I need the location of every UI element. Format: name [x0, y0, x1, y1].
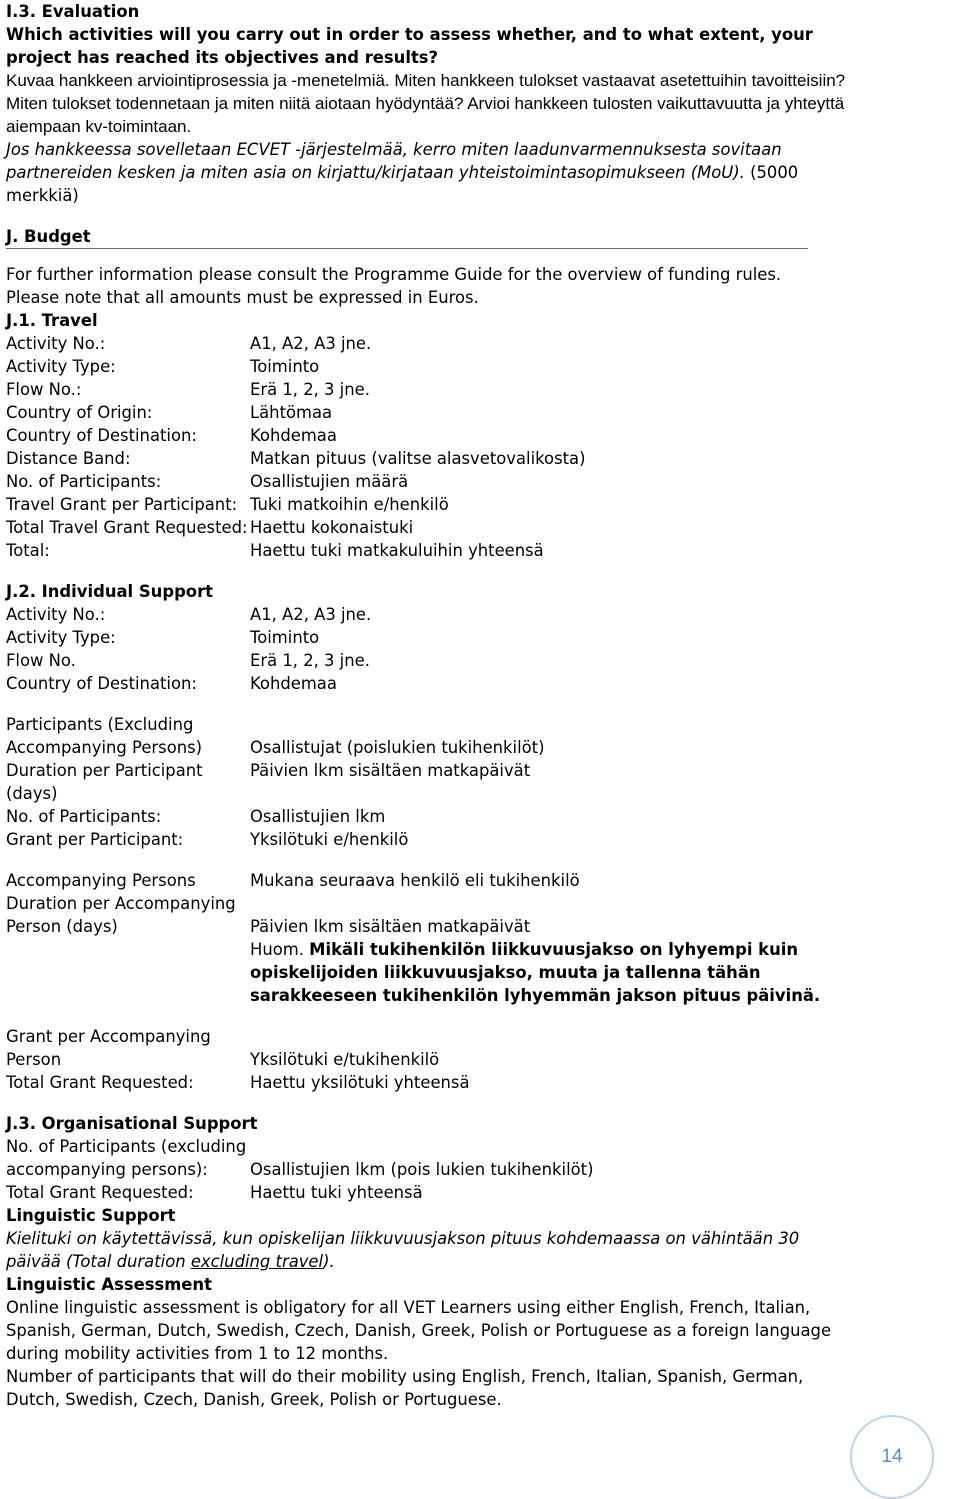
linguistic-support-text — [6, 1227, 856, 1273]
travel-field-row — [6, 493, 856, 516]
org-participants-label-2: accompanying persons): — [6, 1160, 208, 1179]
individual-field-label: Activity No.: — [6, 605, 106, 624]
travel-field-label: Activity Type: — [6, 357, 116, 376]
travel-field-label: Distance Band: — [6, 449, 131, 468]
org-participants-label-1: No. of Participants (excluding — [6, 1137, 247, 1156]
participants-row-1 — [6, 713, 856, 736]
individual-field-row — [6, 672, 856, 695]
org-total-label: Total Grant Requested: — [6, 1183, 194, 1202]
travel-field-row — [6, 378, 856, 401]
travel-field-label: Total: — [6, 541, 50, 560]
individual-field-label: Flow No. — [6, 651, 76, 670]
org-total-row — [6, 1181, 856, 1204]
org-participants-row-1 — [6, 1135, 856, 1158]
huom-text: Mikäli tukihenkilön liikkuvuusjakso on lyhyempi kuin opiskelijoiden liikkuvuusjakso, muuta ja tallenna tähän sarakkeeseen tukihenkilön lyhyemmän jakson pituus päivinä. — [250, 940, 821, 1005]
individual-field-row — [6, 626, 856, 649]
travel-field-value: Lähtömaa — [250, 403, 333, 422]
duration-accompanying-row-2 — [6, 915, 856, 1007]
travel-field-row — [6, 355, 856, 378]
individual-field-value: Toiminto — [250, 628, 320, 647]
travel-field-value: Matkan pituus (valitse alasvetovalikosta) — [250, 449, 586, 468]
individual-field-row — [6, 805, 856, 828]
individual-total-value: Haettu yksilötuki yhteensä — [250, 1073, 470, 1092]
travel-field-value: Toiminto — [250, 357, 320, 376]
travel-field-row — [6, 470, 856, 493]
travel-field-label: Flow No.: — [6, 380, 82, 399]
page-number: 14 — [881, 1446, 903, 1467]
individual-field-label: Activity Type: — [6, 628, 116, 647]
page-number-badge — [850, 1415, 934, 1499]
evaluation-question: Which activities will you carry out in order to assess whether, and to what extent, your project has reached its objectives and results? — [6, 25, 813, 67]
ecvet-note-italic: Jos hankkeessa sovelletaan ECVET -järjestelmää, kerro miten laadunvarmennuksesta sovitaan partnereiden kesken ja miten asia on kirjattu/kirjataan yhteistoimintasopimukseen (MoU). — [6, 140, 782, 182]
individual-field-row — [6, 759, 856, 805]
travel-field-label: Country of Origin: — [6, 403, 153, 422]
individual-field-label: Country of Destination: — [6, 674, 197, 693]
travel-field-row — [6, 401, 856, 424]
individual-rows — [6, 603, 856, 695]
section-heading-evaluation: I.3. Evaluation — [6, 2, 140, 21]
linguistic-support-text-2: ). — [323, 1252, 335, 1271]
grant-accompanying-value: Yksilötuki e/tukihenkilö — [250, 1050, 440, 1069]
travel-field-value: Erä 1, 2, 3 jne. — [250, 380, 370, 399]
individual-total-label: Total Grant Requested: — [6, 1073, 194, 1092]
document-page — [6, 0, 856, 1411]
linguistic-support-text-1: Kielituki on käytettävissä, kun opiskelijan liikkuvuusjakson pituus kohdemaassa on vähintään 30 päivää (Total duration — [6, 1229, 800, 1271]
org-participants-value: Osallistujien lkm (pois lukien tukihenkilöt) — [250, 1160, 594, 1179]
grant-accompanying-row-1 — [6, 1025, 856, 1048]
individual-field-row — [6, 649, 856, 672]
grant-accompanying-label-1: Grant per Accompanying — [6, 1027, 211, 1046]
duration-accompanying-value: Päivien lkm sisältäen matkapäivät — [250, 917, 531, 936]
duration-accompanying-label-2: Person (days) — [6, 917, 118, 936]
travel-field-row — [6, 539, 856, 562]
participants-label-2: Accompanying Persons) — [6, 738, 203, 757]
travel-rows — [6, 332, 856, 562]
duration-accompanying-value-block — [250, 915, 856, 1007]
travel-field-row — [6, 332, 856, 355]
individual-field-row — [6, 603, 856, 626]
char-limit: (5000 merkkiä) — [6, 163, 799, 205]
individual-field-value: Osallistujien lkm — [250, 807, 386, 826]
travel-field-row — [6, 447, 856, 470]
accompanying-value: Mukana seuraava henkilö eli tukihenkilö — [250, 871, 580, 890]
individual-field-row — [6, 828, 856, 851]
travel-field-label: No. of Participants: — [6, 472, 162, 491]
travel-field-label: Activity No.: — [6, 334, 106, 353]
section-heading-organisational-support: J.3. Organisational Support — [6, 1114, 258, 1133]
grant-accompanying-row-2 — [6, 1048, 856, 1071]
travel-field-row — [6, 424, 856, 447]
individual-field-value: Päivien lkm sisältäen matkapäivät — [250, 761, 531, 780]
duration-accompanying-row-1 — [6, 892, 856, 915]
individual-total-row — [6, 1071, 856, 1094]
individual-field-label: Grant per Participant: — [6, 830, 184, 849]
participants-value: Osallistujat (poislukien tukihenkilöt) — [250, 738, 545, 757]
travel-field-value: Osallistujien määrä — [250, 472, 409, 491]
grant-accompanying-label-2: Person — [6, 1050, 62, 1069]
section-heading-budget: J. Budget — [6, 227, 91, 246]
individual-field-value: Erä 1, 2, 3 jne. — [250, 651, 370, 670]
individual-rows-2 — [6, 759, 856, 851]
accompanying-row — [6, 869, 856, 892]
individual-field-label: Duration per Participant (days) — [6, 761, 203, 803]
budget-divider — [6, 248, 808, 249]
budget-info-1: For further information please consult the Programme Guide for the overview of funding rules. — [6, 265, 782, 284]
budget-info-2: Please note that all amounts must be expressed in Euros. — [6, 288, 479, 307]
participants-label-1: Participants (Excluding — [6, 715, 194, 734]
accompanying-label: Accompanying Persons — [6, 871, 196, 890]
individual-field-value: A1, A2, A3 jne. — [250, 605, 372, 624]
section-heading-linguistic-support: Linguistic Support — [6, 1206, 176, 1225]
duration-accompanying-label-1: Duration per Accompanying — [6, 894, 236, 913]
individual-field-value: Yksilötuki e/henkilö — [250, 830, 409, 849]
huom-note — [250, 938, 856, 1007]
travel-field-label: Total Travel Grant Requested: — [6, 518, 248, 537]
section-heading-linguistic-assessment: Linguistic Assessment — [6, 1275, 212, 1294]
org-total-value: Haettu tuki yhteensä — [250, 1183, 423, 1202]
travel-field-value: Kohdemaa — [250, 426, 337, 445]
individual-field-value: Kohdemaa — [250, 674, 337, 693]
linguistic-assessment-p1: Online linguistic assessment is obligatory for all VET Learners using either English, French, Italian, Spanish, German, Dutch, Swedish, Czech, Danish, Greek, Polish or Portuguese as a foreign language during mobility activities from 1 to 12 months. — [6, 1298, 832, 1363]
travel-field-label: Travel Grant per Participant: — [6, 495, 238, 514]
org-participants-row-2 — [6, 1158, 856, 1181]
evaluation-ecvet-note — [6, 138, 856, 207]
travel-field-value: A1, A2, A3 jne. — [250, 334, 372, 353]
travel-field-label: Country of Destination: — [6, 426, 197, 445]
participants-row-2 — [6, 736, 856, 759]
section-heading-individual-support: J.2. Individual Support — [6, 582, 213, 601]
section-heading-travel: J.1. Travel — [6, 311, 98, 330]
travel-field-value: Haettu kokonaistuki — [250, 518, 414, 537]
linguistic-assessment-p2: Number of participants that will do their mobility using English, French, Italian, Spanish, German, Dutch, Swedish, Czech, Danish, Greek, Polish or Portuguese. — [6, 1367, 804, 1409]
linguistic-support-underlined: excluding travel — [190, 1252, 324, 1271]
evaluation-guidance-fi: Kuvaa hankkeen arviointiprosessia ja -menetelmiä. Miten hankkeen tulokset vastaavat asetettuihin tavoitteisiin? Miten tulokset todennetaan ja miten niitä aiotaan hyödyntää? Arvioi hankkeen tulosten vaikuttavuutta ja yhteyttä aiempaan kv-toimintaan. — [6, 71, 846, 136]
travel-field-row — [6, 516, 856, 539]
individual-field-label: No. of Participants: — [6, 807, 162, 826]
travel-field-value: Haettu tuki matkakuluihin yhteensä — [250, 541, 544, 560]
travel-field-value: Tuki matkoihin e/henkilö — [250, 495, 449, 514]
huom-label: Huom. — [250, 940, 310, 959]
